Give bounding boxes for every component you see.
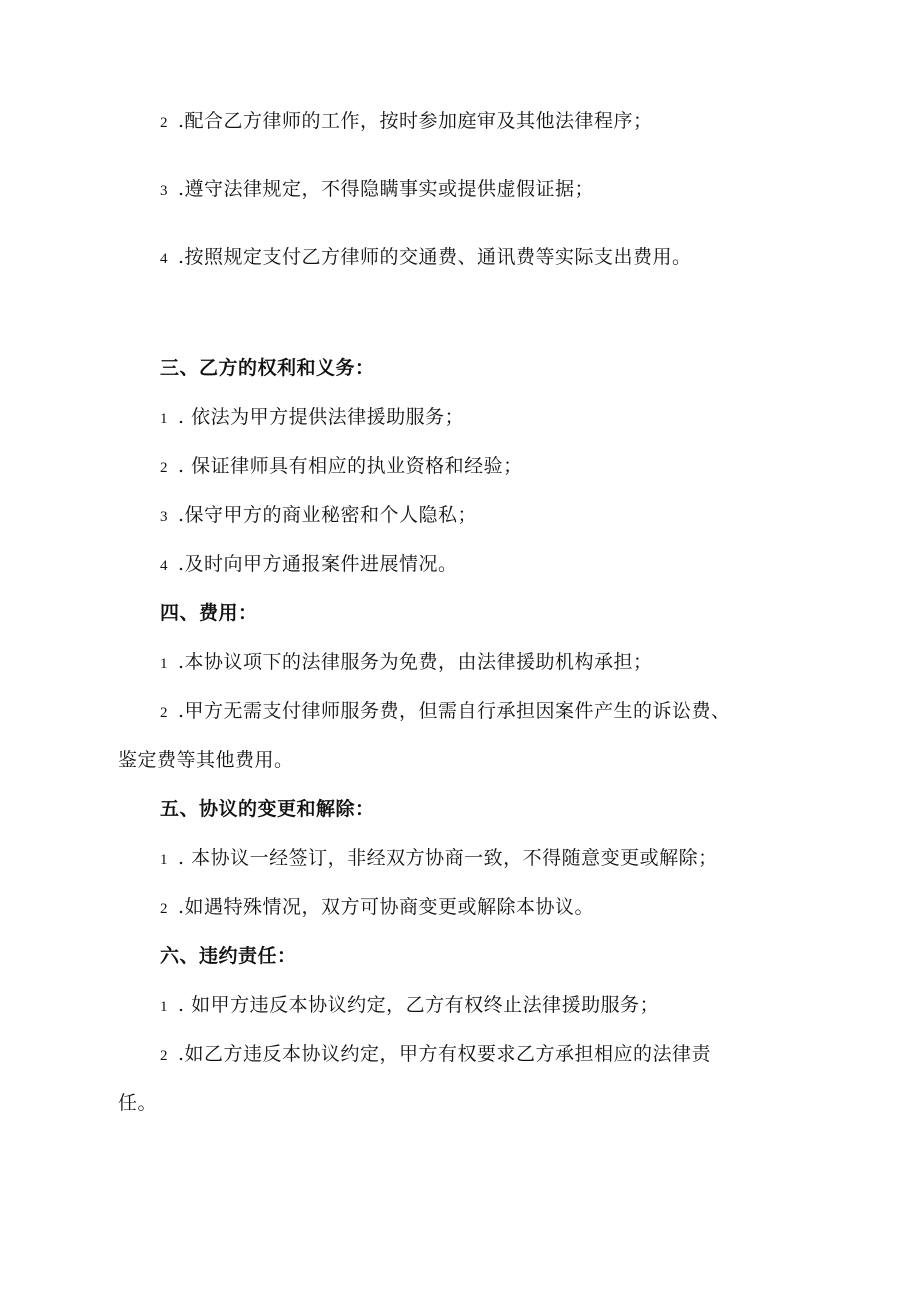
list-item [160,1041,711,1069]
item-text: .本协议项下的法律服务为免费，由法律援助机构承担； [178,651,653,673]
item-text: .及时向甲方通报案件进展情况。 [178,553,458,575]
item-text: .如遇特殊情况，双方可协商变更或解除本协议。 [178,896,595,918]
list-item [160,551,458,579]
item-number: 1 [160,656,168,672]
list-item [160,453,523,481]
item-text: .配合乙方律师的工作，按时参加庭审及其他法律程序； [178,110,653,132]
item-number: 2 [160,705,168,721]
item-text: . 如甲方违反本协议约定，乙方有权终止法律援助服务； [178,994,660,1016]
list-item [160,698,731,726]
item-number: 2 [160,901,168,917]
item-text: .按照规定支付乙方律师的交通费、通讯费等实际支出费用。 [178,246,692,268]
list-item [160,244,692,272]
item-number: 2 [160,460,168,476]
item-text: .遵守法律规定，不得隐瞒事实或提供虚假证据； [178,178,595,200]
item-number: 4 [160,558,168,574]
list-item [160,502,477,530]
item-number: 1 [160,411,168,427]
section-heading: 三、乙方的权利和义务： [160,357,375,379]
list-item [160,894,594,922]
item-number: 2 [160,1048,168,1064]
section-heading: 五、协议的变更和解除： [160,798,375,820]
list-item [160,404,464,432]
item-number: 1 [160,852,168,868]
item-number: 3 [160,509,168,525]
item-number: 4 [160,251,168,267]
item-text: . 依法为甲方提供法律援助服务； [178,406,465,428]
list-item-continuation: 鉴定费等其他费用。 [118,749,294,771]
list-item [160,992,659,1020]
list-item [160,845,718,873]
item-text: .甲方无需支付律师服务费，但需自行承担因案件产生的诉讼费、 [178,700,731,722]
item-text: .保守甲方的商业秘密和个人隐私； [178,504,478,526]
list-item [160,176,594,204]
list-item [160,108,653,136]
section-heading: 六、违约责任： [160,945,297,967]
list-item-continuation: 任。 [118,1092,158,1114]
item-text: . 本协议一经签订，非经双方协商一致，不得随意变更或解除； [178,847,718,869]
list-item [160,649,653,677]
item-text: . 保证律师具有相应的执业资格和经验； [178,455,523,477]
item-text: .如乙方违反本协议约定，甲方有权要求乙方承担相应的法律责 [178,1043,712,1065]
item-number: 3 [160,183,168,199]
item-number: 2 [160,115,168,131]
item-number: 1 [160,999,168,1015]
section-heading: 四、费用： [160,602,258,624]
